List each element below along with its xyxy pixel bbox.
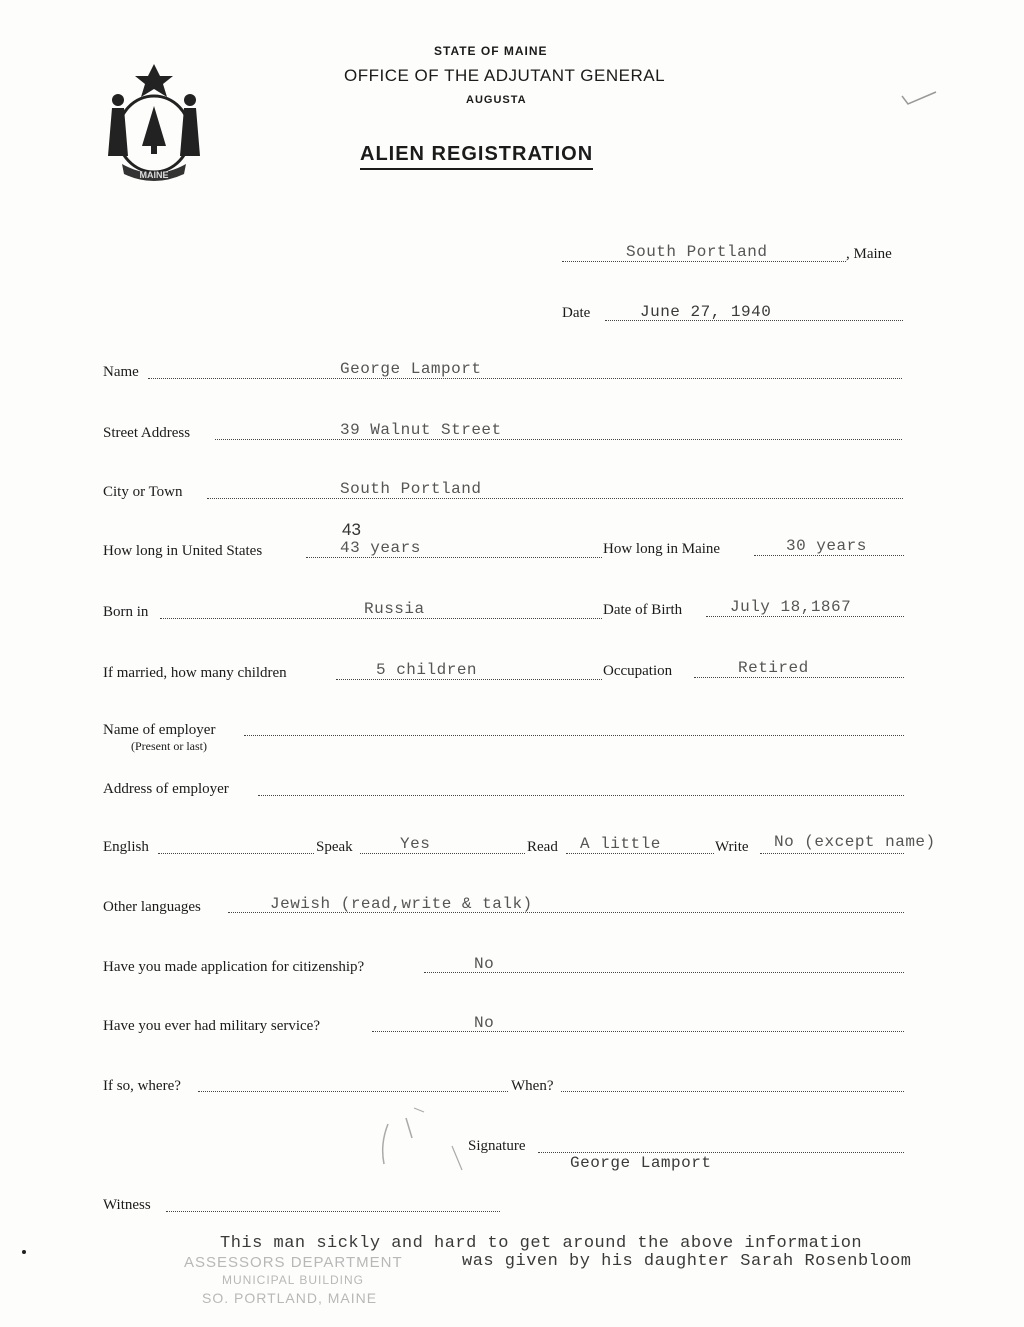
name-label: Name bbox=[103, 364, 139, 380]
english-label: English bbox=[103, 839, 149, 855]
born-in-label: Born in bbox=[103, 604, 149, 620]
speak-value: Yes bbox=[400, 835, 431, 853]
other-languages-label: Other languages bbox=[103, 899, 201, 915]
margin-dot bbox=[22, 1250, 26, 1254]
dob-value: July 18,1867 bbox=[730, 598, 852, 616]
note-line-1: This man sickly and hard to get around the above information bbox=[220, 1234, 863, 1253]
city-value: South Portland bbox=[340, 480, 482, 498]
date-label: Date bbox=[562, 305, 591, 321]
employer-sublabel: (Present or last) bbox=[131, 739, 207, 753]
town-value: South Portland bbox=[626, 243, 768, 261]
employer-label: Name of employer bbox=[103, 722, 216, 738]
town-suffix: , Maine bbox=[846, 246, 892, 262]
stamp-line-2: MUNICIPAL BUILDING bbox=[222, 1273, 365, 1287]
military-label: Have you ever had military service? bbox=[103, 1018, 320, 1034]
check-mark-icon bbox=[898, 88, 940, 108]
street-value: 39 Walnut Street bbox=[340, 421, 502, 439]
years-us-label: How long in United States bbox=[103, 543, 263, 559]
years-maine-value: 30 years bbox=[786, 537, 867, 555]
pen-mark-scribble bbox=[366, 1104, 476, 1174]
form-title: ALIEN REGISTRATION bbox=[360, 143, 593, 170]
write-label: Write bbox=[715, 839, 749, 855]
years-us-correction: 43 bbox=[342, 520, 361, 539]
name-value: George Lamport bbox=[340, 360, 482, 378]
children-value: 5 children bbox=[376, 661, 478, 679]
citizenship-value: No bbox=[474, 955, 495, 973]
city-heading: AUGUSTA bbox=[466, 94, 527, 106]
witness-label: Witness bbox=[103, 1197, 151, 1213]
stamp-line-3: SO. PORTLAND, MAINE bbox=[202, 1290, 378, 1306]
seal-banner-text: MAINE bbox=[139, 170, 169, 180]
state-heading: STATE OF MAINE bbox=[434, 44, 548, 58]
employer-address-label: Address of employer bbox=[103, 781, 229, 797]
where-label: If so, where? bbox=[103, 1078, 181, 1094]
note-line-2: was given by his daughter Sarah Rosenbloom bbox=[462, 1252, 912, 1271]
stamp-line-1: ASSESSORS DEPARTMENT bbox=[184, 1254, 403, 1271]
occupation-value: Retired bbox=[738, 659, 809, 677]
office-heading: OFFICE OF THE ADJUTANT GENERAL bbox=[344, 66, 666, 85]
state-seal bbox=[102, 60, 210, 182]
speak-label: Speak bbox=[316, 839, 353, 855]
signature-label: Signature bbox=[468, 1138, 526, 1154]
children-label: If married, how many children bbox=[103, 665, 287, 681]
dob-label: Date of Birth bbox=[603, 602, 683, 618]
write-value: No (except name) bbox=[774, 833, 936, 851]
occupation-label: Occupation bbox=[603, 663, 673, 679]
years-maine-label: How long in Maine bbox=[603, 541, 721, 557]
read-label: Read bbox=[527, 839, 558, 855]
military-value: No bbox=[474, 1014, 495, 1032]
street-label: Street Address bbox=[103, 425, 191, 441]
years-us-value: 43 years bbox=[340, 539, 421, 557]
other-languages-value: Jewish (read,write & talk) bbox=[270, 895, 533, 913]
read-value: A little bbox=[580, 835, 661, 853]
born-in-value: Russia bbox=[364, 600, 425, 618]
signature-value: George Lamport bbox=[570, 1154, 712, 1172]
city-label: City or Town bbox=[103, 484, 183, 500]
when-label: When? bbox=[511, 1078, 554, 1094]
date-value: June 27, 1940 bbox=[640, 303, 772, 321]
citizenship-label: Have you made application for citizenship? bbox=[103, 959, 365, 975]
